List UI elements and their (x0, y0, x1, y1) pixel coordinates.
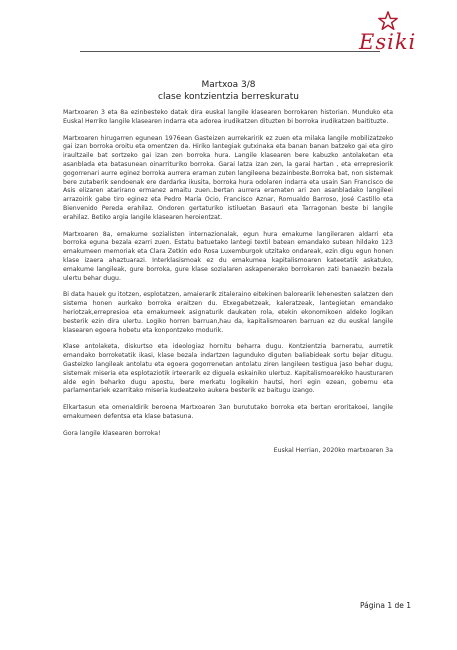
document-body (63, 109, 393, 455)
esiki-logo (357, 10, 417, 60)
document-title: Martxoa 3/8 (201, 80, 256, 90)
paragraph-2: Martxoaren hirugarren egunean 1976ean Gasteizen aurrekaririk ez zuen eta milaka langile mobilizatzeko gai izan borroka oroitu eta omentzen da. Hiriko lantegiak gutxinaka eta banan banan batzeko gai eta giro iraultzaile bat sortzeko gai izan zen borroka hura. Langile klasearen bere kabuzko antolaketan eta asanblada eta batasunean oinarrituriko borroka. Garai latza izan zen, la garai hartan , eta errepresiorik gogorrenari aurre eginez borroka aurrera eraman zuten langileena bezainbeste.Borroka bat, non sistemak bere zutaberik sendoenak ere dardarka ikusita, borroka hura odolaren indarra eta usain San Francisco de Asis elizaren atarirano ermanez amaitu zuen..bertan aurrera eramaten ari zen asanbladako langileei arrazoirik gabe tiro eginez eta Pedro María Ocio, Francisco Aznar, Romualdo Barroso, José Castillo eta Bienvenido Pereda erahilaz. Ondoren gertaturiko istiluetan Basauri eta Tarragonan beste bi langile erahilaz. Betiko argia langile klasearen heroientzat. (63, 134, 393, 221)
header-divider (80, 51, 380, 52)
paragraph-3: Martxoaren 8a, emakume sozialisten internazionalak, egun hura emakume langileraren aldarri eta borroka eguna bezala ezarri zuen. Estatu batuetako lantegi textil batean emandako sutean hildako 123 emakumeen memoriak eta Clara Zetkin edo Rosa Luxemburgok utzitako ondareak, ezin digu egun honen klase izaera ahaztuarazi. Interklasismoak ez du emakumea kapitalismoaren kateetatik askatuko, emakume langileak, gure borroka, gure klase sozialaren askapenerako borrokaren zati banaezin bezala ulertu behar dugu. (63, 230, 393, 282)
paragraph-7: Gora langile klasearen borroka! (63, 429, 161, 437)
red-star-icon (377, 10, 399, 32)
logo-wordmark: Esiki (359, 30, 417, 54)
title-block (0, 79, 457, 103)
signature-line: Euskal Herrian, 2020ko martxoaren 3a (273, 446, 393, 454)
page-number: Página 1 de 1 (359, 601, 411, 610)
paragraph-5: Klase antolaketa, diskurtso eta ideologiaz hornitu beharra dugu. Kontzientzia barneratu, aurretik emandako borroketatik ikasi, klase bezala indartzen lagunduko diguten baliabideak sortu bejar ditugu. Gasteizko langileak antolatu eta egoera gogorrenetan antolatu ziren langileen testigua jaso behar dugu, sistemak miseria eta esplotaziotik irteerarik ez diguela eskainiko ulertuz. Kapitalismoarekiko hausturaren alde egin beharko dugu apostu, bere merkatu logikekin hautsi, hori egin ezean, gobernu eta parlamentariek ezarritako miseria kudeatzeko aukera besterik ez baitugu izango. (63, 343, 393, 395)
paragraph-1: Martxoaren 3 eta 8a ezinbesteko datak dira euskal langile klasearen borrokaren historian. Munduko eta Euskal Herriko langile klasearen indarra eta adorea irudikatzen dituzten bi borroka irudikatzen baitituzte. (63, 109, 393, 125)
paragraph-4: Bi data hauek gu itotzen, esplotatzen, amaierarik zitaleraino eitekinen balorearik lehenesten salatzen den sistema honen aurkako borroka eraitzen du. Etxegabetzeak, kaleratzeak, lantegietan emandako heriotzak,errepresioa eta emakumeek asignaturik daukaten rola, etekin ekonomikoen aldeko logikan besterik ezin dira ulertu. Logiko horren barruan,hau da, kapitalismoaren barruan ez du euskal langile klasearen egoera hobetu eta konpontzeko modurik. (63, 291, 393, 334)
paragraph-6: Elkartasun eta omenaldirik beroena Martxoaren 3an burututako borroka eta bertan eroritakoei, langile emakumeen defentsa eta klase batasuna. (63, 404, 393, 420)
document-subtitle: clase kontzientzia berreskuratu (158, 92, 299, 102)
